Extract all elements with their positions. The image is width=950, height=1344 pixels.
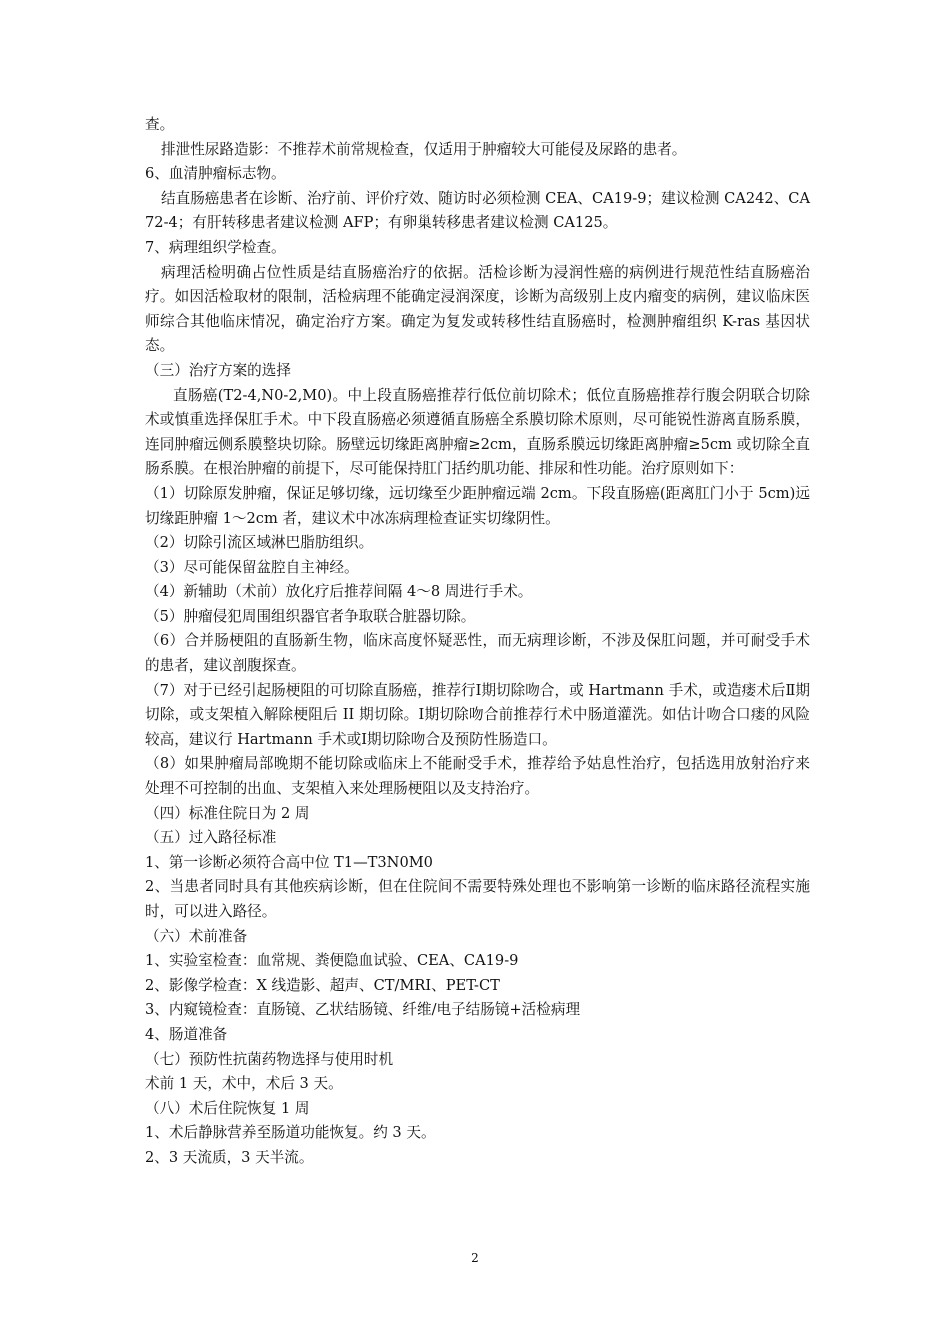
list-item: 1、实验室检查：血常规、粪便隐血试验、CEA、CA19-9	[145, 952, 519, 970]
paragraph: 查。	[145, 116, 175, 133]
list-item: 2、3 天流质，3 天半流。	[145, 1148, 314, 1166]
page-number: 2	[471, 1251, 479, 1265]
section-heading: （四）标准住院日为 2 周	[145, 804, 310, 822]
list-item: （7）对于已经引起肠梗阻的可切除直肠癌，推荐行Ⅰ期切除吻合，或 Hartmann 手术，或造瘘术后Ⅱ期切除，或支架植入解除梗阻后 II 期切除。Ⅰ期切除吻合前推荐行术中肠道灌洗。如估计吻合口瘘的风险较高，建议行 Hartmann 手术或Ⅰ期切除吻合及预防性肠造口。	[145, 681, 810, 748]
section-heading: （五）过入路径标准	[145, 829, 277, 847]
list-item: 2、影像学检查：X 线造影、超声、CT/MRI、PET-CT	[145, 976, 500, 994]
paragraph: 病理活检明确占位性质是结直肠癌治疗的依据。活检诊断为浸润性癌的病例进行规范性结直肠癌治疗。如因活检取材的限制，活检病理不能确定浸润深度，诊断为高级别上皮内瘤变的病例，建议临床医师综合其他临床情况，确定治疗方案。确定为复发或转移性结直肠癌时，检测肿瘤组织 K-ras 基因状态。	[145, 263, 810, 355]
paragraph: 结直肠癌患者在诊断、治疗前、评价疗效、随访时必须检测 CEA、CA19-9；建议检测 CA242、CA72-4；有肝转移患者建议检测 AFP；有卵巢转移患者建议检测 CA125。	[145, 189, 810, 232]
list-item: 3、内窥镜检查：直肠镜、乙状结肠镜、纤维/电子结肠镜+活检病理	[145, 1001, 581, 1019]
list-item: （2）切除引流区域淋巴脂肪组织。	[145, 534, 374, 552]
list-item: （5）肿瘤侵犯周围组织器官者争取联合脏器切除。	[145, 607, 476, 625]
list-item: （8）如果肿瘤局部晚期不能切除或临床上不能耐受手术，推荐给予姑息性治疗，包括选用放射治疗来处理不可控制的出血、支架植入来处理肠梗阻以及支持治疗。	[145, 755, 810, 798]
section-heading: （七）预防性抗菌药物选择与使用时机	[145, 1050, 394, 1068]
section-heading: （六）术前准备	[145, 927, 248, 945]
paragraph: 术前 1 天，术中，术后 3 天。	[145, 1075, 343, 1093]
section-heading: （八）术后住院恢复 1 周	[145, 1099, 310, 1117]
list-item: 1、第一诊断必须符合高中位 T1—T3N0M0	[145, 853, 433, 871]
list-item: 2、当患者同时具有其他疾病诊断，但在住院间不需要特殊处理也不影响第一诊断的临床路径流程实施时，可以进入路径。	[145, 878, 810, 920]
section-heading: （三）治疗方案的选择	[145, 361, 291, 379]
list-item: 1、术后静脉营养至肠道功能恢复。约 3 天。	[145, 1124, 436, 1142]
paragraph: 排泄性尿路造影：不推荐术前常规检查，仅适用于肿瘤较大可能侵及尿路的患者。	[161, 140, 687, 158]
section-heading: 6、血清肿瘤标志物。	[145, 165, 286, 183]
list-item: （3）尽可能保留盆腔自主神经。	[145, 558, 359, 576]
list-item: 4、肠道准备	[145, 1025, 228, 1043]
section-heading: 7、病理组织学检查。	[145, 238, 286, 256]
list-item: （6）合并肠梗阻的直肠新生物，临床高度怀疑恶性，而无病理诊断，不涉及保肛问题，并可耐受手术的患者，建议剖腹探查。	[145, 632, 810, 675]
body-text	[145, 113, 810, 1171]
list-item: （1）切除原发肿瘤，保证足够切缘，远切缘至少距肿瘤远端 2cm。下段直肠癌(距离肛门小于 5cm)远切缘距肿瘤 1～2cm 者，建议术中冰冻病理检查证实切缘阴性。	[145, 484, 810, 527]
paragraph: 直肠癌(T2-4,N0-2,M0)。中上段直肠癌推荐行低位前切除术；低位直肠癌推荐行腹会阴联合切除术或慎重选择保肛手术。中下段直肠癌必须遵循直肠癌全系膜切除术原则，尽可能锐性游离直肠系膜，连同肿瘤远侧系膜整块切除。肠壁远切缘距离肿瘤≥2cm，直肠系膜远切缘距离肿瘤≥5cm 或切除全直肠系膜。在根治肿瘤的前提下，尽可能保持肛门括约肌功能、排尿和性功能。治疗原则如下：	[145, 386, 810, 478]
list-item: （4）新辅助（术前）放化疗后推荐间隔 4～8 周进行手术。	[145, 583, 533, 601]
